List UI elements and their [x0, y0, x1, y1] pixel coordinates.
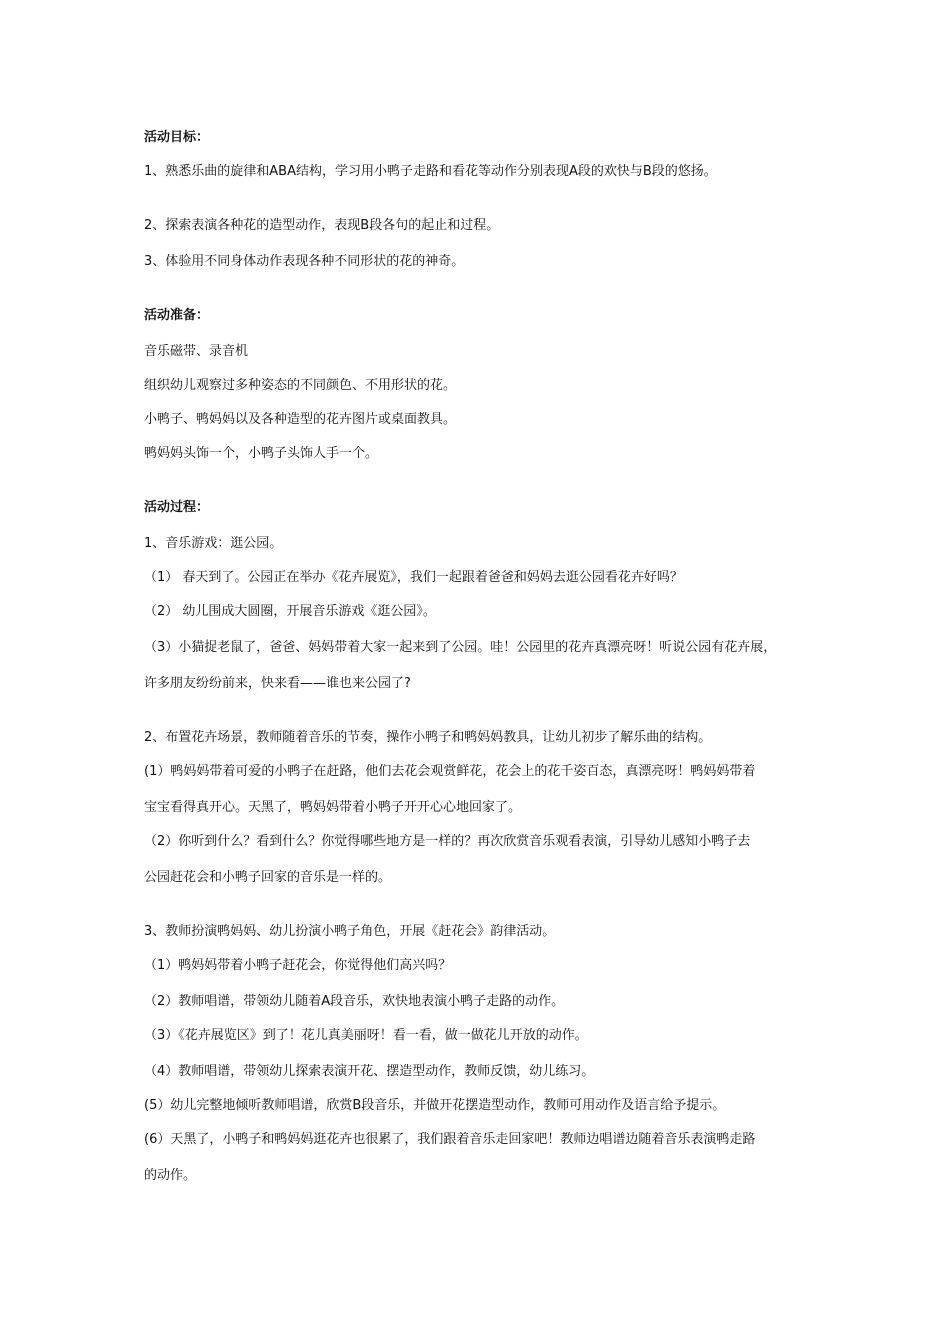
process-line: 的动作。 — [144, 1168, 197, 1183]
preparation-item: 组织幼儿观察过多种姿态的不同颜色、不用形状的花。 — [144, 378, 457, 393]
goal-item: 3、体验用不同身体动作表现各种不同形状的花的神奇。 — [144, 254, 465, 269]
preparation-item: 音乐磁带、录音机 — [144, 344, 249, 359]
process-line: (1）鸭妈妈带着可爱的小鸭子在赶路，他们去花会观赏鲜花，花会上的花千姿百态，真漂亮呀！鸭妈妈带着 — [144, 764, 756, 779]
goal-item: 1、熟悉乐曲的旋律和ABA结构，学习用小鸭子走路和看花等动作分别表现A段的欢快与B段的悠扬。 — [144, 164, 717, 179]
process-line: 公园赶花会和小鸭子回家的音乐是一样的。 — [144, 870, 392, 885]
process-line: （2）你听到什么？看到什么？你觉得哪些地方是一样的？再次欣赏音乐观看表演，引导幼儿感知小鸭子去 — [144, 834, 751, 849]
process-line: 许多朋友纷纷前来，快来看——谁也来公园了? — [144, 676, 411, 691]
process-heading: 活动过程： — [144, 500, 210, 515]
process-line: (5）幼儿完整地倾听教师唱谱，欣赏B段音乐，并做开花摆造型动作，教师可用动作及语言给予提示。 — [144, 1098, 726, 1113]
process-part-title: 2、布置花卉场景，教师随着音乐的节奏，操作小鸭子和鸭妈妈教具，让幼儿初步了解乐曲的结构。 — [144, 730, 712, 745]
process-part-title: 3、教师扮演鸭妈妈、幼儿扮演小鸭子角色，开展《赶花会》韵律活动。 — [144, 924, 556, 939]
process-line: （3）《花卉展览区》到了！花儿真美丽呀！看一看，做一做花儿开放的动作。 — [144, 1028, 588, 1043]
process-line: （1）鸭妈妈带着小鸭子赶花会，你觉得他们高兴吗？ — [144, 958, 452, 973]
process-line: (6）天黑了，小鸭子和鸭妈妈逛花卉也很累了，我们跟着音乐走回家吧！教师边唱谱边随着音乐表演鸭走路 — [144, 1132, 756, 1147]
process-line: 宝宝看得真开心。天黑了，鸭妈妈带着小鸭子开开心心地回家了。 — [144, 800, 522, 815]
preparation-item: 鸭妈妈头饰一个，小鸭子头饰人手一个。 — [144, 446, 379, 461]
preparation-heading: 活动准备： — [144, 308, 210, 323]
process-line: （1） 春天到了。公园正在举办《花卉展览》，我们一起跟着爸爸和妈妈去逛公园看花卉好吗？ — [144, 570, 683, 585]
process-line: （4）教师唱谱，带领幼儿探索表演开花、摆造型动作，教师反馈，幼儿练习。 — [144, 1064, 595, 1079]
process-line: （3）小猫捉老鼠了，爸爸、妈妈带着大家一起来到了公园。哇！公园里的花卉真漂亮呀！听说公园有花卉展， — [144, 640, 777, 655]
goals-heading: 活动目标： — [144, 130, 210, 145]
preparation-item: 小鸭子、鸭妈妈以及各种造型的花卉图片或桌面教具。 — [144, 412, 457, 427]
goal-item: 2、探索表演各种花的造型动作，表现B段各句的起止和过程。 — [144, 218, 500, 233]
process-line: （2） 幼儿围成大圆圈，开展音乐游戏《逛公园》。 — [144, 604, 436, 619]
process-line: （2）教师唱谱，带领幼儿随着A段音乐，欢快地表演小鸭子走路的动作。 — [144, 994, 565, 1009]
process-part-title: 1、音乐游戏：逛公园。 — [144, 536, 283, 551]
